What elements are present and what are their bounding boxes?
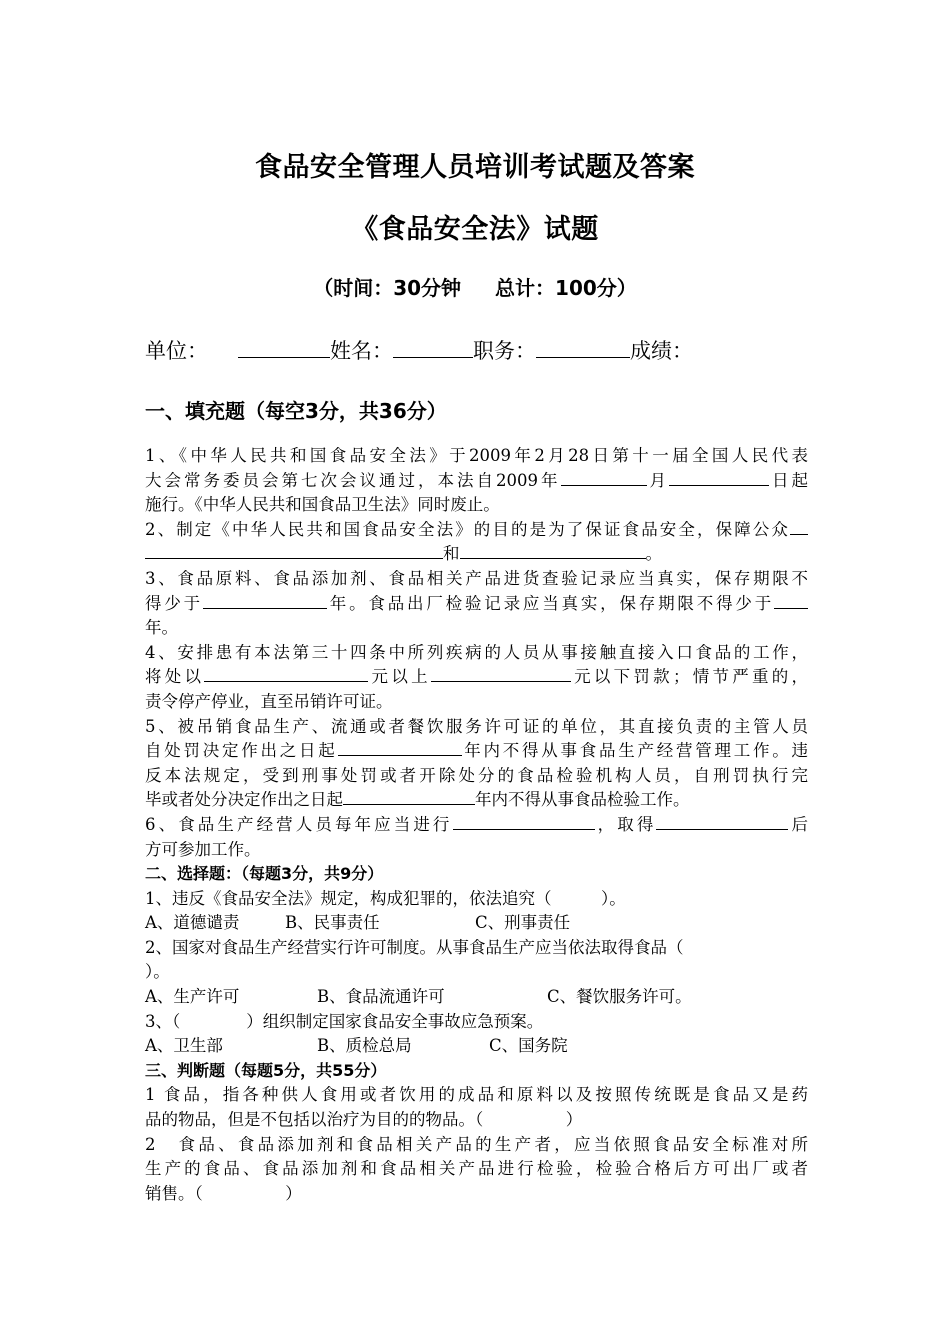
section-fill-in-heading: 一、填充题（每空3分，共36分） [145, 399, 447, 423]
score-label: 成绩： [630, 339, 693, 363]
page-title: 食品安全管理人员培训考试题及答案 [255, 152, 695, 183]
q2-blank-tail[interactable] [790, 518, 808, 535]
choice-1-option-a[interactable]: A、道德谴责 [145, 913, 240, 933]
q6-text-a: 6、食品生产经营人员每年应当进行 [145, 814, 453, 834]
choice-3-option-b[interactable]: B、质检总局 [317, 1036, 412, 1056]
choice-1-options [145, 911, 808, 936]
judge-2-line-2: 生产的食品、食品添加剂和食品相关产品进行检验，检验合格后方可出厂或者 [145, 1159, 808, 1179]
page-subtitle: 《食品安全法》试题 [351, 214, 599, 245]
q2-text-and: 和 [443, 544, 460, 564]
name-label: 姓名： [330, 339, 393, 363]
question-3-line-1: 3、食品原料、食品添加剂、食品相关产品进货查验记录应当真实，保存期限不 [145, 568, 808, 588]
question-3-line-2 [145, 592, 808, 617]
choice-1-question: 1、违反《食品安全法》规定，构成犯罪的，依法追究（ ）。 [145, 888, 626, 908]
choice-2-question-line-2: ）。 [145, 962, 170, 982]
q2-blank-1[interactable] [145, 542, 443, 559]
judge-1-line-2: 品的物品，但是不包括以治疗为目的的物品。（ ） [145, 1110, 583, 1130]
q6-blank-2[interactable] [656, 813, 788, 830]
q1-blank-month[interactable] [561, 469, 647, 486]
unit-label: 单位： [145, 339, 208, 363]
question-5-line-1: 5、被吊销食品生产、流通或者餐饮服务许可证的单位，其直接负责的主管人员 [145, 716, 808, 736]
q2-text-end: 。 [645, 544, 662, 564]
judge-2-line-3: 销售。（ ） [145, 1183, 302, 1203]
question-2-line-2 [145, 542, 808, 567]
exam-time: （时间：30分钟 [313, 276, 462, 300]
q4-text-c: 元以下罚款；情节严重的， [570, 667, 809, 687]
q5-blank-1[interactable] [338, 739, 462, 756]
question-4-line-2 [145, 665, 808, 690]
q5-text-a: 自处罚决定作出之日起 [145, 741, 338, 761]
q5-text-c: 毕或者处分决定作出之日起 [145, 790, 343, 810]
choice-2-option-a[interactable]: A、生产许可 [145, 987, 240, 1007]
q5-text-d: 年内不得从事食品检验工作。 [475, 790, 690, 810]
q4-text-a: 将处以 [145, 667, 205, 687]
position-label: 职务： [473, 339, 536, 363]
q5-text-b: 年内不得从事食品生产经营管理工作。违 [461, 741, 808, 761]
question-4-line-1: 4、安排患有本法第三十四条中所列疾病的人员从事接触直接入口食品的工作， [145, 642, 808, 662]
q4-text-b: 元以上 [368, 667, 431, 687]
question-1-line-1: 1、《中华人民共和国食品安全法》于2009年2月28日第十一届全国人民代表 [145, 446, 808, 465]
question-6-line-2: 方可参加工作。 [145, 839, 261, 859]
question-1-line-3: 施行。《中华人民共和国食品卫生法》同时废止。 [145, 495, 500, 515]
choice-2-option-c[interactable]: C、餐饮服务许可。 [547, 987, 692, 1007]
choice-1-option-c[interactable]: C、刑事责任 [475, 913, 571, 933]
question-1-line-2 [145, 469, 808, 494]
candidate-info-line [145, 335, 825, 365]
section-choice-heading: 二、选择题：（每题3分，共9分） [145, 864, 384, 884]
exam-total: 总计：100分） [495, 276, 637, 300]
question-5-line-2 [145, 739, 808, 764]
question-5-line-3: 反本法规定，受到刑事处罚或者开除处分的食品检验机构人员，自刑罚执行完 [145, 765, 808, 785]
questions-body [145, 444, 808, 1206]
name-blank[interactable] [393, 339, 473, 358]
q6-blank-1[interactable] [453, 813, 595, 830]
q5-blank-2[interactable] [343, 788, 475, 805]
question-6-line-1 [145, 813, 808, 838]
choice-2-question-line-1: 2、国家对食品生产经营实行许可制度。从事食品生产应当依法取得食品（ [145, 937, 684, 957]
q1-text-c: 日起 [769, 470, 808, 490]
q2-blank-2[interactable] [460, 542, 646, 559]
q1-text-a: 大会常务委员会第七次会议通过，本法自2009年 [145, 470, 561, 490]
q1-blank-day[interactable] [669, 469, 769, 486]
choice-3-options [145, 1034, 808, 1059]
exam-time-line [0, 272, 950, 301]
choice-3-option-c[interactable]: C、国务院 [489, 1036, 568, 1056]
q3-text-b: 年。食品出厂检验记录应当真实，保存期限不得少于 [326, 593, 775, 613]
question-4-line-3: 责令停产停业，直至吊销许可证。 [145, 691, 393, 711]
position-blank[interactable] [536, 339, 630, 358]
q4-blank-2[interactable] [431, 665, 571, 682]
q1-text-b: 月 [646, 470, 669, 490]
choice-1-option-b[interactable]: B、民事责任 [285, 913, 380, 933]
question-3-line-3: 年。 [145, 618, 178, 638]
q2-text: 2、制定《中华人民共和国食品安全法》的目的是为了保证食品安全，保障公众 [145, 519, 790, 539]
choice-2-option-b[interactable]: B、食品流通许可 [317, 987, 445, 1007]
judge-1-line-1: 1 食品，指各种供人食用或者饮用的成品和原料以及按照传统既是食品又是药 [145, 1085, 808, 1105]
question-2-line-1 [145, 518, 808, 543]
q6-text-c: 后 [788, 814, 809, 834]
choice-2-options [145, 985, 808, 1010]
question-5-line-4 [145, 788, 808, 813]
section-judge-heading: 三、判断题（每题5分，共55分） [145, 1060, 387, 1080]
q4-blank-1[interactable] [204, 665, 368, 682]
q3-blank-1[interactable] [203, 592, 327, 609]
unit-blank[interactable] [238, 339, 330, 358]
judge-2-line-1: 2 食品、食品添加剂和食品相关产品的生产者，应当依照食品安全标准对所 [145, 1134, 808, 1154]
q3-blank-2[interactable] [774, 592, 808, 609]
q6-text-b: ，取得 [594, 814, 657, 834]
choice-3-question: 3、（ ）组织制定国家食品安全事故应急预案。 [145, 1011, 544, 1031]
choice-3-option-a[interactable]: A、卫生部 [145, 1036, 223, 1056]
q3-text-a: 得少于 [145, 593, 203, 613]
